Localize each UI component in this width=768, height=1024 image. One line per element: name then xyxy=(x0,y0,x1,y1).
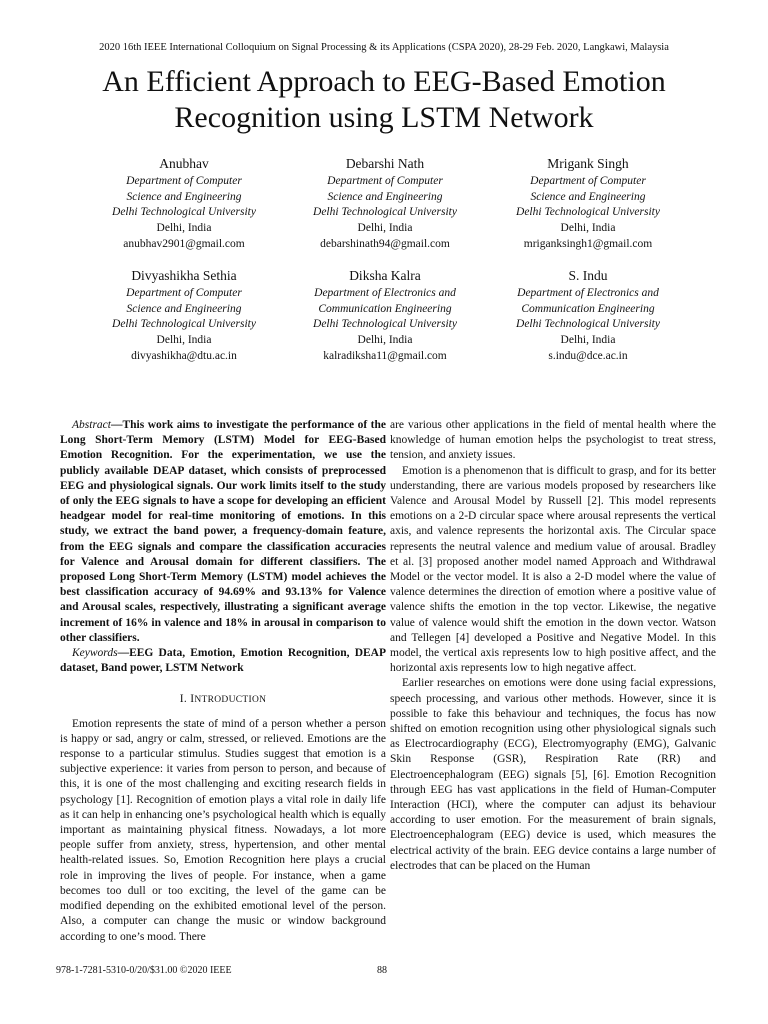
section-title-initial: I xyxy=(190,693,195,706)
left-column xyxy=(60,418,386,945)
author-block xyxy=(478,154,698,253)
author-affiliation: Department of Electronics and xyxy=(314,287,456,299)
author-affiliation: Delhi Technological University xyxy=(112,206,256,219)
author-location: Delhi, India xyxy=(156,334,212,347)
author-email: s.indu@dce.ac.in xyxy=(548,349,628,362)
author-affiliation: Science and Engineering xyxy=(530,190,646,203)
author-name: Divyashikha Sethia xyxy=(131,268,237,283)
author-affiliation: Department of Computer xyxy=(327,175,443,187)
author-location: Delhi, India xyxy=(560,222,616,235)
author-block xyxy=(478,266,698,365)
author-name: Debarshi Nath xyxy=(345,156,425,171)
author-block xyxy=(74,266,294,365)
author-affiliation: Delhi Technological University xyxy=(313,206,457,219)
section-title-rest: NTRODUCTION xyxy=(194,695,267,706)
author-email: mriganksingh1@gmail.com xyxy=(523,237,653,250)
section-heading-introduction xyxy=(60,692,386,708)
paragraph: Emotion represents the state of mind of a person whether a person is happy or sad, angry or calm, stressed, or relieved. Emotions are the response to a particular stimulus. Studies suggest that emotion is a subjective experience: it varies from person to person, and because of this, it is one of the most challenging and exciting research fields in psychology [1]. Recognition of emotion plays a vital role in daily life as it can help in enhancing one’s psychological health which is equally important as maintaining physical fitness. Nowadays, a lot more people suffer from anxiety, stress, hypertension, and other mental health-related issues. So, Emotion Recognition here plays a crucial role in improving the lives of people. For instance, when a game becomes too dull or too exciting, the level of the game can be modified depending on the exhibited emotional level of the person. Also, a computer can change the music or window background according to one’s mood. There xyxy=(60,717,386,943)
author-affiliation: Delhi Technological University xyxy=(112,318,256,331)
author-affiliation: Department of Computer xyxy=(126,287,242,299)
abstract-text: —This work aims to investigate the performance of the Long Short-Term Memory (LSTM) Model for EEG-Based Emotion Recognition. For the experimentation, we use the publicly available DEAP dataset, which consists of preprocessed EEG and physiological signals. Our work limits itself to the study of only the EEG signals to have a scope for developing an efficient headgear model for real-time monitoring of emotions. In this study, we extract the band power, a frequency-domain feature, from the EEG signals and compare the classification accuracies for Valence and Arousal domain for different classifiers. The proposed Long Short-Term Memory (LSTM) model achieves the best classification accuracy of 94.69% and 93.13% for Valence and Arousal scales, respectively, illustrating a significant average increment of 16% in valence and 18% in arousal in comparison to other classifiers. xyxy=(60,419,386,644)
author-affiliation: Department of Computer xyxy=(126,175,242,187)
author-name: Mrigank Singh xyxy=(547,156,629,171)
keywords xyxy=(60,646,386,676)
author-affiliation: Department of Electronics and xyxy=(517,287,659,299)
author-block xyxy=(74,154,294,253)
conference-header: 2020 16th IEEE International Colloquium on Signal Processing & its Applications (CSPA 2020), 28-29 Feb. 2020, Langkawi, Malaysia xyxy=(99,42,669,53)
author-affiliation: Science and Engineering xyxy=(327,190,443,203)
footer-copyright: 978-1-7281-5310-0/20/$31.00 ©2020 IEEE xyxy=(56,965,232,976)
author-affiliation: Communication Engineering xyxy=(521,302,655,315)
author-affiliation: Delhi Technological University xyxy=(516,206,660,219)
author-location: Delhi, India xyxy=(357,334,413,347)
keywords-text: —EEG Data, Emotion, Emotion Recognition, DEAP dataset, Band power, LSTM Network xyxy=(60,647,386,675)
author-block xyxy=(275,266,495,365)
author-affiliation: Delhi Technological University xyxy=(516,318,660,331)
paragraph: Emotion is a phenomenon that is difficult to grasp, and for its better understanding, there are various models proposed by researchers like Valence and Arousal Model by Russell [2]. This model represents emotions on a 2-D circular space where arousal represents the vertical axis, and valence represents the horizontal axis. The Circular space represents the neutral valence and medium value of arousal. Bradley et al. [3] proposed another model named Approach and Withdrawal Model or the vector model. It is also a 2-D model where the value of valence determines the direction of emotion where a positive value of valence shifts the emotion in the top vector. Likewise, the negative value of valence would shift the emotion in the down vector. Watson and Tellegen [4] developed a Positive and Negative Model. In this model, the vertical axis represents low to high positive affect, and the horizontal axis represents low to high negative affect. xyxy=(390,464,716,675)
author-name: S. Indu xyxy=(568,268,608,283)
paper-title: An Efficient Approach to EEG-Based Emotion Recognition using LSTM Network xyxy=(102,65,666,134)
author-affiliation: Science and Engineering xyxy=(126,190,242,203)
author-affiliation: Delhi Technological University xyxy=(313,318,457,331)
author-name: Diksha Kalra xyxy=(349,268,421,283)
author-email: debarshinath94@gmail.com xyxy=(320,237,450,250)
author-affiliation: Science and Engineering xyxy=(126,302,242,315)
right-column xyxy=(390,418,716,874)
author-location: Delhi, India xyxy=(357,222,413,235)
keywords-label: Keywords xyxy=(72,647,118,660)
abstract-label: Abstract xyxy=(72,419,111,431)
author-name: Anubhav xyxy=(159,156,209,171)
author-location: Delhi, India xyxy=(156,222,212,235)
author-affiliation: Department of Computer xyxy=(530,175,646,187)
section-numeral: I. xyxy=(179,693,188,706)
author-email: kalradiksha11@gmail.com xyxy=(323,349,447,362)
author-location: Delhi, India xyxy=(560,334,616,347)
paragraph: Earlier researches on emotions were done using facial expressions, speech processing, and various other methods. However, since it is possible to fake this behaviour and techniques, the focus has now shifted on emotion recognition using other physiological signals such as Electrocardiography (ECG), Electromyography (EMG), Galvanic Skin Response (GSR), Respiration Rate (RR) and Electroencephalogram (EEG) signals [5], [6]. Emotion Recognition through EEG has vast applications in the field of Human-Computer Interaction (HCI), where the computer can adjust its behaviour according to user emotion. For the measurement of brain signals, Electroencephalogram (EEG) device is used, which measures the electrical activity of the brain. EEG device contains a large number of electrodes that can be placed on the Human xyxy=(390,677,716,872)
author-email: anubhav2901@gmail.com xyxy=(123,237,245,250)
author-affiliation: Communication Engineering xyxy=(318,302,452,315)
page-number: 88 xyxy=(377,965,387,976)
author-email: divyashikha@dtu.ac.in xyxy=(131,349,237,362)
author-block xyxy=(275,154,495,253)
paragraph: are various other applications in the field of mental health where the knowledge of human emotion helps the psychologist to treat stress, tension, and anxiety issues. xyxy=(390,419,716,462)
abstract xyxy=(60,418,386,646)
